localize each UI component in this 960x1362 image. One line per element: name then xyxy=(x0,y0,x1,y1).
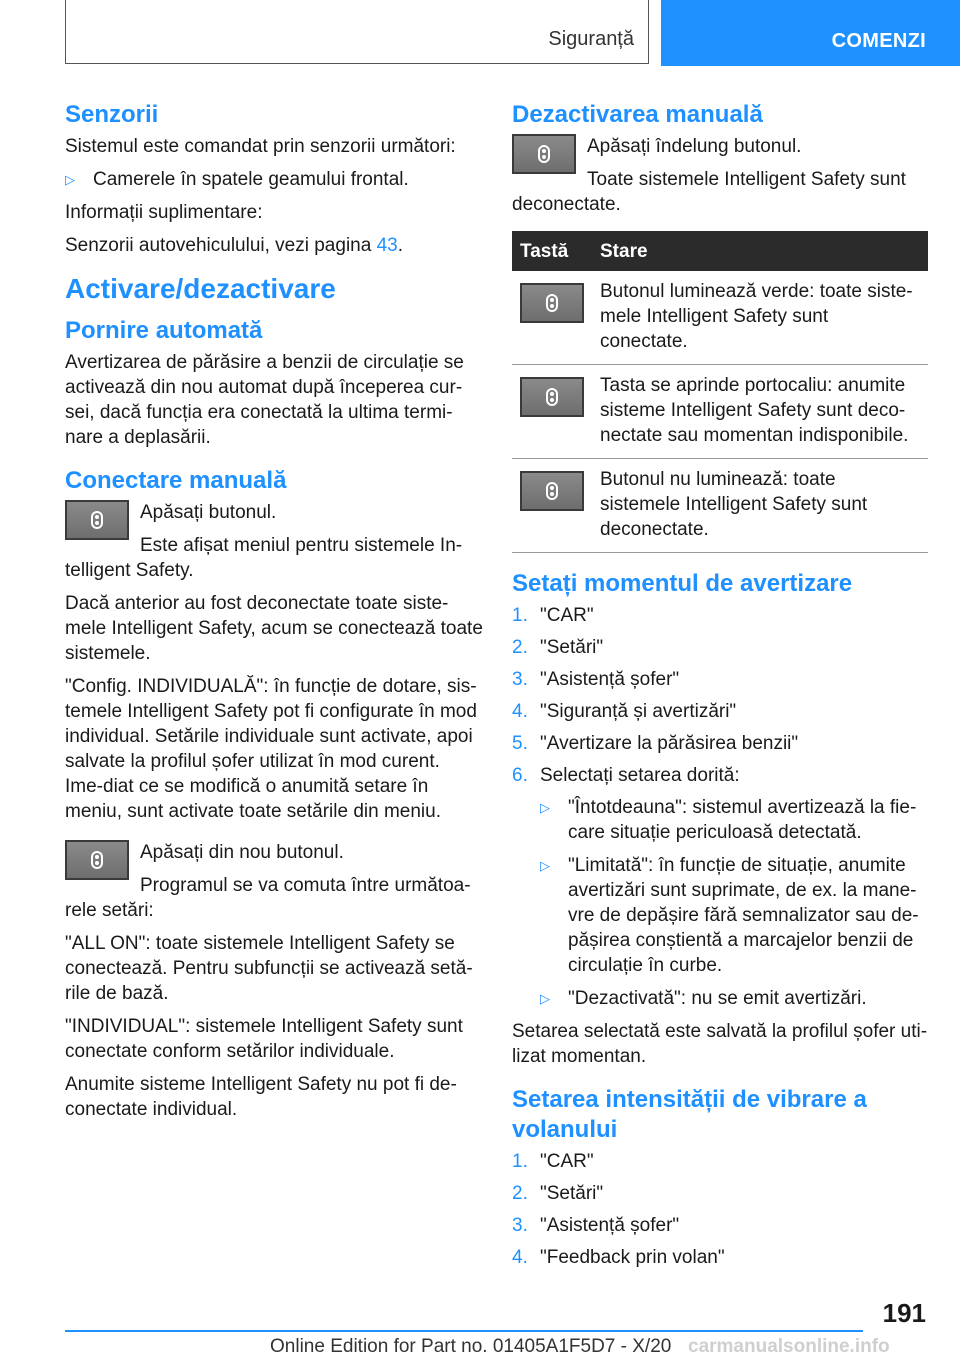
senzorii-intro: Sistemul este comandat prin senzorii următori: xyxy=(65,136,456,157)
list-text: Selectați setarea dorită: xyxy=(540,765,740,786)
heading-conectare: Conectare manuală xyxy=(65,467,287,494)
step-text: Apăsați din nou butonul. xyxy=(140,842,344,863)
button-step xyxy=(65,500,483,583)
ref-text: Senzorii autovehiculului, vezi pagina xyxy=(65,235,377,256)
step-text: Apăsați butonul. xyxy=(140,502,277,523)
triangle-bullet-icon: ▷ xyxy=(65,172,75,187)
left-column xyxy=(65,100,483,1130)
paragraph: "ALL ON": toate sistemele Intelligent Safety se conectează. Pentru subfuncții se activează setă-rile de bază. xyxy=(65,933,473,1004)
heading-pornire: Pornire automată xyxy=(65,317,263,344)
list-number: 4. xyxy=(512,701,528,722)
list-item xyxy=(512,603,928,628)
table-header-key: Tastă xyxy=(512,231,592,271)
list-number: 1. xyxy=(512,1151,528,1172)
pornire-text: Avertizarea de părăsire a benzii de circulație se activează din nou automat după începerea cur-sei, dacă funcția era conectată la ultima termi-nare a deplasării. xyxy=(65,352,464,448)
heading-setati: Setați momentul de avertizare xyxy=(512,570,853,597)
list-text: "CAR" xyxy=(540,605,594,626)
list-number: 4. xyxy=(512,1247,528,1268)
list-number: 3. xyxy=(512,1215,528,1236)
table-cell-key xyxy=(512,365,592,459)
list-text: "Asistență șofer" xyxy=(540,669,680,690)
heading-senzorii: Senzorii xyxy=(65,101,159,128)
list-text: "Avertizare la părăsirea benzii" xyxy=(540,733,799,754)
list-text: "Setări" xyxy=(540,637,604,658)
table-cell-state: Tasta se aprinde portocaliu: anumite sisteme Intelligent Safety sunt deco-nectate sau momentan indisponibile. xyxy=(592,365,928,459)
header-section-title: Siguranță xyxy=(548,28,634,50)
list-text: "Siguranță și avertizări" xyxy=(540,701,737,722)
list-number: 5. xyxy=(512,733,528,754)
list-number: 1. xyxy=(512,605,528,626)
list-item xyxy=(512,699,928,724)
list-number: 6. xyxy=(512,765,528,786)
list-text: "Feedback prin volan" xyxy=(540,1247,725,1268)
header-section-box xyxy=(65,0,649,64)
heading-dezactivare: Dezactivarea manuală xyxy=(512,101,763,128)
safety-button-image xyxy=(520,283,584,323)
bullet-text: Camerele în spatele geamului frontal. xyxy=(93,169,409,190)
bullet-item xyxy=(540,853,928,978)
bullet-item xyxy=(540,795,928,845)
step-text: Apăsați îndelung butonul. xyxy=(587,136,802,157)
right-column xyxy=(512,100,928,1277)
table-row xyxy=(512,365,928,459)
safety-button-image xyxy=(520,377,584,417)
page-link[interactable]: 43 xyxy=(376,235,398,256)
table-cell-key xyxy=(512,271,592,365)
safety-button-image xyxy=(65,840,129,880)
safety-button-image xyxy=(512,134,576,174)
step-text: Programul se va comuta între următoa-rele setări: xyxy=(65,875,471,921)
safety-button-icon xyxy=(91,511,103,529)
list-number: 2. xyxy=(512,637,528,658)
info-reference xyxy=(65,233,483,258)
list-item xyxy=(512,1213,928,1238)
list-item xyxy=(512,1149,928,1174)
header-chapter-label: COMENZI xyxy=(831,30,926,52)
bullet-item xyxy=(540,986,928,1011)
list-item xyxy=(512,731,928,756)
table-row xyxy=(512,271,928,365)
table-row xyxy=(512,459,928,553)
list-number: 2. xyxy=(512,1183,528,1204)
setati-note: Setarea selectată este salvată la profilul șofer uti-lizat momentan. xyxy=(512,1021,928,1067)
info-label: Informații suplimentare: xyxy=(65,202,263,223)
button-state-table xyxy=(512,231,928,553)
safety-button-image xyxy=(65,500,129,540)
table-cell-key xyxy=(512,459,592,553)
table-header-state: Stare xyxy=(592,231,928,271)
list-text: "CAR" xyxy=(540,1151,594,1172)
list-item xyxy=(512,1181,928,1206)
step-text: Toate sistemele Intelligent Safety sunt deconectate. xyxy=(512,169,906,215)
table-cell-state: Butonul luminează verde: toate siste-mele Intelligent Safety sunt conectate. xyxy=(592,271,928,365)
page-header xyxy=(0,0,960,66)
safety-button-icon xyxy=(91,851,103,869)
paragraph: Dacă anterior au fost deconectate toate siste-mele Intelligent Safety, acum se conectează toate sistemele. xyxy=(65,593,483,664)
triangle-bullet-icon: ▷ xyxy=(540,800,550,815)
step-text: Este afișat meniul pentru sistemele In-telligent Safety. xyxy=(65,535,463,581)
list-number: 3. xyxy=(512,669,528,690)
list-item xyxy=(512,763,928,788)
heading-vibrare: Setarea intensității de vibrare a volanului xyxy=(512,1086,867,1143)
heading-activare: Activare/dezactivare xyxy=(65,273,336,304)
list-item xyxy=(512,1245,928,1270)
list-item xyxy=(512,667,928,692)
safety-button-icon xyxy=(546,388,558,406)
triangle-bullet-icon: ▷ xyxy=(540,858,550,873)
button-step xyxy=(65,840,483,923)
button-step xyxy=(512,134,928,217)
ref-end: . xyxy=(397,235,404,256)
option-list xyxy=(512,795,928,1011)
triangle-bullet-icon: ▷ xyxy=(540,991,550,1006)
page-number: 191 xyxy=(882,1298,926,1328)
table-cell-state: Butonul nu luminează: toate sistemele Intelligent Safety sunt deconectate. xyxy=(592,459,928,553)
bullet-text: "Întotdeauna": sistemul avertizează la fie-care situație periculoasă detectată. xyxy=(568,797,917,843)
safety-button-icon xyxy=(538,145,550,163)
paragraph: "INDIVIDUAL": sistemele Intelligent Safety sunt conectate conform setărilor individuale. xyxy=(65,1016,463,1062)
list-text: "Setări" xyxy=(540,1183,604,1204)
paragraph: "Config. INDIVIDUALĂ": în funcție de dotare, sis-temele Intelligent Safety pot fi configurate în mod individual. Setările individuale sunt activate, apoi salvate la profilul șofer utilizat în mod curent. Ime-diat ce se modifică o anumită setare în meniu, sunt activate toate setările din meniu. xyxy=(65,676,477,822)
list-item xyxy=(512,635,928,660)
footer-edition: Online Edition for Part no. 01405A1F5D7 - X/20 xyxy=(270,1336,672,1357)
paragraph: Anumite sisteme Intelligent Safety nu pot fi de-conectate individual. xyxy=(65,1074,457,1120)
watermark: carmanualsonline.info xyxy=(688,1336,890,1357)
header-chapter-tab[interactable] xyxy=(661,0,960,66)
safety-button-icon xyxy=(546,482,558,500)
footer-divider xyxy=(65,1330,863,1332)
safety-button-image xyxy=(520,471,584,511)
bullet-item xyxy=(65,167,483,192)
bullet-text: "Dezactivată": nu se emit avertizări. xyxy=(568,988,867,1009)
bullet-text: "Limitată": în funcție de situație, anumite avertizări sunt suprimate, de ex. la mane-vre de depășire fără semnalizator sau de-pășirea conștientă a marcajelor benzii de circulație în curbe. xyxy=(568,855,919,976)
list-text: "Asistență șofer" xyxy=(540,1215,680,1236)
safety-button-icon xyxy=(546,294,558,312)
